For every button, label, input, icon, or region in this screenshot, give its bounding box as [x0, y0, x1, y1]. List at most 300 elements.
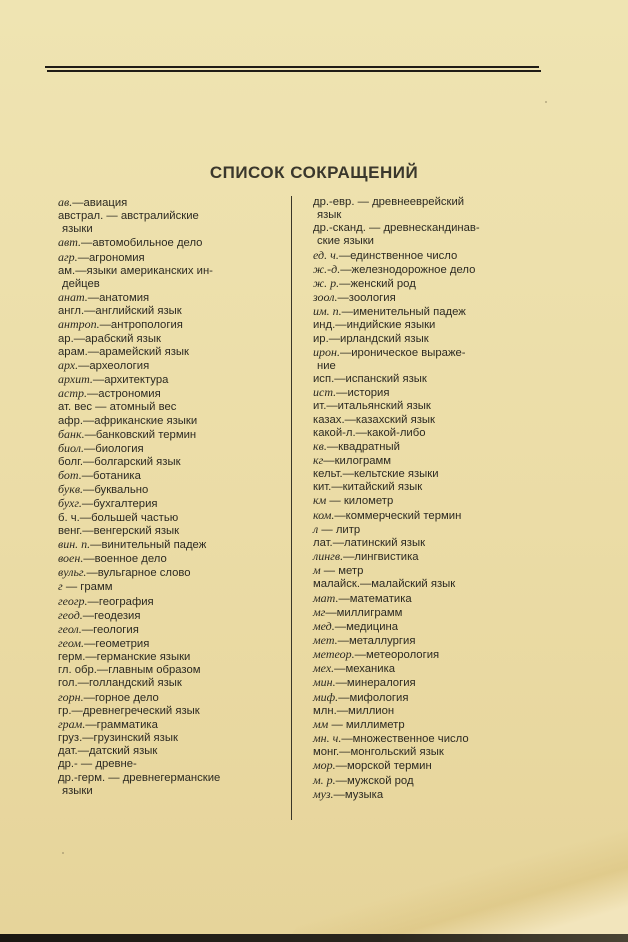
em-dash-separator: —	[339, 346, 352, 359]
definition: банковский термин	[95, 428, 197, 441]
em-dash-separator: —	[354, 649, 366, 662]
abbreviation-entry	[58, 236, 294, 250]
abbreviation: ком.	[313, 507, 335, 522]
em-dash-separator: —	[335, 677, 347, 690]
abbreviation-entry	[313, 494, 545, 508]
abbreviation: мор.	[313, 758, 336, 773]
abbreviation-entry	[313, 634, 545, 648]
abbreviation-entry	[313, 481, 545, 494]
abbreviation: др.-сканд.	[313, 222, 366, 235]
abbreviation-entry	[313, 774, 545, 788]
em-dash-separator: —	[83, 691, 95, 704]
definition: австралийские	[120, 210, 199, 223]
definition-continuation: языки	[62, 784, 93, 797]
abbreviation: ир.	[313, 332, 329, 345]
abbreviation: ат. вес	[58, 401, 93, 414]
em-dash-separator: —	[320, 565, 339, 578]
abbreviation-entry	[58, 333, 294, 346]
definition: лингвистика	[354, 551, 419, 564]
em-dash-separator: —	[365, 222, 384, 235]
paper-speck	[62, 852, 64, 854]
abbreviation-entry	[313, 373, 545, 386]
abbreviation: ар.	[58, 332, 74, 345]
abbreviation-entry	[313, 333, 545, 346]
definition: грамматика	[96, 718, 158, 731]
abbreviation-entry	[313, 346, 545, 373]
em-dash-separator: —	[72, 197, 84, 209]
definition: малайский язык	[371, 578, 456, 591]
abbreviation: мн. ч.	[313, 731, 342, 746]
abbreviation: дат.	[58, 745, 78, 758]
abbreviation: исп.	[313, 373, 335, 386]
em-dash-separator: —	[82, 524, 94, 537]
definition: геодезия	[94, 609, 141, 622]
definition: германские языки	[96, 651, 191, 664]
abbreviation-entry	[313, 620, 545, 634]
page-title: СПИСОК СОКРАЩЕНИЙ	[209, 163, 419, 182]
definition: железнодорожное дело	[351, 263, 476, 276]
definition: археология	[89, 359, 150, 372]
em-dash-separator: —	[354, 196, 373, 208]
abbreviation: миф.	[313, 689, 339, 704]
definition: большей частью	[91, 511, 179, 524]
abbreviation-entry	[58, 251, 294, 265]
em-dash-separator: —	[83, 442, 96, 455]
em-dash-separator: —	[81, 237, 93, 250]
abbreviation: ж.-д.	[313, 261, 341, 276]
em-dash-separator: —	[77, 251, 89, 264]
abbreviation: геод.	[58, 607, 83, 622]
definition: география	[98, 595, 154, 608]
em-dash-separator: —	[336, 387, 348, 400]
abbreviation: анат.	[58, 290, 88, 305]
abbreviation-entry	[58, 318, 294, 332]
abbreviation: агр.	[58, 249, 78, 264]
abbreviation: др.-герм.	[58, 771, 106, 784]
abbreviation: ит.	[313, 400, 327, 413]
abbreviation-entry	[58, 401, 294, 414]
definition: миллион	[348, 704, 395, 717]
definition: языки американских ин-	[86, 264, 213, 277]
abbreviation-entry	[58, 387, 294, 401]
abbreviation: др.-	[58, 758, 78, 771]
abbreviation: казах.	[313, 413, 345, 426]
abbreviation-entry	[58, 580, 294, 594]
abbreviation: англ.	[58, 305, 85, 318]
em-dash-separator: —	[323, 454, 335, 467]
definition: автомобильное дело	[92, 237, 203, 250]
em-dash-separator: —	[82, 609, 95, 622]
em-dash-separator: —	[77, 758, 96, 771]
abbreviation-entry	[313, 578, 545, 591]
abbreviation: архит.	[58, 372, 93, 387]
abbreviation-entry	[58, 428, 294, 442]
definition: история	[347, 387, 390, 400]
definition: анатомия	[99, 292, 150, 305]
abbreviation-entry	[313, 440, 545, 454]
rule-line	[45, 66, 539, 68]
em-dash-separator: —	[79, 511, 92, 524]
em-dash-separator: —	[331, 481, 343, 494]
abbreviation-entry	[58, 637, 294, 651]
definition: коммерческий термин	[345, 509, 462, 522]
abbreviations-left-column	[58, 196, 294, 798]
abbreviation-entry	[313, 305, 545, 319]
abbreviation: кв.	[313, 438, 327, 453]
abbreviation-entry	[58, 651, 294, 664]
definition: болгарский язык	[94, 455, 181, 468]
abbreviation: банк.	[58, 426, 85, 441]
abbreviation: какой-л.	[313, 426, 356, 439]
definition: мифология	[349, 691, 409, 704]
definition: какой-либо	[366, 426, 426, 439]
em-dash-separator: —	[83, 553, 95, 566]
abbreviation: австрал.	[58, 210, 104, 223]
definition: датский язык	[88, 745, 158, 758]
definition: латинский язык	[343, 536, 426, 549]
abbreviation-entry	[313, 606, 545, 620]
definition-continuation: дейцев	[62, 277, 100, 290]
em-dash-separator: —	[87, 595, 99, 608]
definition: мужской род	[346, 774, 414, 787]
definition: агрономия	[88, 251, 145, 264]
abbreviation: грам.	[58, 716, 86, 731]
abbreviation: вин. п.	[58, 536, 91, 551]
abbreviation: ж. р.	[313, 275, 340, 290]
em-dash-separator: —	[342, 468, 354, 481]
abbreviation: вульг.	[58, 565, 87, 580]
definition: голландский язык	[88, 677, 182, 690]
definition: арамейский язык	[99, 345, 189, 358]
abbreviation-entry	[313, 759, 545, 773]
abbreviation: афр.	[58, 414, 83, 427]
em-dash-separator: —	[81, 623, 94, 636]
em-dash-separator: —	[355, 426, 367, 439]
definition: испанский язык	[345, 373, 427, 386]
abbreviation-entry	[313, 468, 545, 481]
definition: древнегреческий язык	[82, 704, 200, 717]
em-dash-separator: —	[335, 774, 347, 787]
definition: единственное число	[350, 249, 458, 262]
abbreviation-entry	[58, 552, 294, 566]
abbreviation: бот.	[58, 468, 82, 483]
abbreviation: ирон.	[313, 344, 340, 359]
abbreviation: геол.	[58, 621, 82, 636]
abbreviation: б. ч.	[58, 511, 80, 524]
abbreviation-entry	[58, 442, 294, 456]
definition: математика	[349, 592, 412, 605]
definition: винительный падеж	[101, 538, 207, 551]
definition: геология	[93, 623, 139, 636]
abbreviation: мг	[313, 604, 326, 619]
em-dash-separator: —	[343, 551, 355, 564]
abbreviation-entry	[313, 662, 545, 676]
abbreviation-entry	[58, 595, 294, 609]
em-dash-separator: —	[87, 388, 99, 401]
abbreviation-entry	[313, 732, 545, 746]
page-curl-shadow	[286, 822, 628, 942]
definition: горное дело	[94, 691, 159, 704]
abbreviation-entry	[313, 386, 545, 400]
abbreviation-entry	[58, 538, 294, 552]
em-dash-separator: —	[341, 733, 353, 746]
em-dash-separator: —	[105, 771, 123, 784]
abbreviation-entry	[58, 691, 294, 705]
abbreviation-entry	[313, 718, 545, 732]
em-dash-separator: —	[90, 538, 102, 551]
definition: музыка	[344, 788, 384, 801]
definition: буквально	[94, 484, 149, 497]
definition: главным образом	[108, 664, 201, 677]
abbreviation-entry	[313, 319, 545, 332]
em-dash-separator: —	[81, 470, 93, 483]
em-dash-separator: —	[341, 306, 353, 319]
em-dash-separator: —	[78, 359, 90, 372]
definition: метр	[338, 565, 364, 578]
abbreviation-entry	[58, 291, 294, 305]
abbreviation-entry	[58, 525, 294, 538]
abbreviation: ам.	[58, 264, 76, 277]
em-dash-separator: —	[103, 210, 121, 223]
abbreviation: др.-евр.	[313, 196, 355, 208]
bottom-edge-shadow	[0, 934, 628, 942]
abbreviation: зоол.	[313, 290, 338, 305]
em-dash-separator: —	[332, 536, 344, 549]
abbreviation-entry	[58, 745, 294, 758]
abbreviation-entry	[313, 523, 545, 537]
abbreviation-entry	[313, 427, 545, 440]
definition: индийские языки	[346, 319, 436, 332]
abbreviation: арх.	[58, 357, 79, 372]
abbreviation: мех.	[313, 661, 335, 676]
abbreviation: ед. ч.	[313, 247, 339, 262]
em-dash-separator: —	[99, 319, 111, 332]
abbreviation-entry	[313, 277, 545, 291]
abbreviation-entry	[58, 705, 294, 718]
em-dash-separator: —	[81, 498, 94, 511]
definition: архитектура	[104, 374, 169, 387]
definition: минералогия	[346, 677, 416, 690]
abbreviation-entry	[313, 648, 545, 662]
abbreviation: ав.	[58, 195, 73, 209]
abbreviation-entry	[313, 196, 545, 222]
abbreviations-right-column	[313, 196, 545, 802]
abbreviation: мин.	[313, 675, 336, 690]
em-dash-separator: —	[359, 578, 372, 591]
abbreviation: мат.	[313, 590, 339, 605]
definition-continuation: язык	[317, 209, 342, 222]
abbreviation: антроп.	[58, 317, 100, 332]
abbreviation-entry	[58, 664, 294, 677]
definition: военное дело	[94, 553, 167, 566]
abbreviation-entry	[58, 772, 294, 798]
em-dash-separator: —	[334, 373, 346, 386]
definition: вульгарное слово	[97, 567, 191, 580]
definition: ботаника	[93, 470, 141, 483]
definition: древнескандинав-	[383, 222, 480, 235]
em-dash-separator: —	[92, 401, 110, 414]
abbreviation: муз.	[313, 786, 334, 801]
abbreviation: лингв.	[313, 549, 344, 564]
abbreviation: авт.	[58, 235, 82, 250]
em-dash-separator: —	[87, 292, 100, 305]
definition: кельтские языки	[353, 468, 439, 481]
abbreviation-entry	[313, 788, 545, 802]
em-dash-separator: —	[96, 664, 109, 677]
definition: металлургия	[348, 635, 416, 647]
definition: древнегерманские	[122, 771, 221, 784]
abbreviation-entry	[58, 732, 294, 745]
abbreviation: ист.	[313, 385, 337, 400]
abbreviation-entry	[313, 222, 545, 248]
abbreviation: малайск.	[313, 578, 360, 591]
abbreviation-entry	[313, 537, 545, 550]
abbreviation-entry	[58, 456, 294, 469]
em-dash-separator: —	[335, 760, 347, 773]
abbreviation: гр.	[58, 704, 72, 717]
abbreviation-entry	[58, 483, 294, 497]
abbreviation-entry	[58, 609, 294, 623]
abbreviation-entry	[58, 469, 294, 483]
definition: африканские языки	[94, 414, 198, 427]
definition: биология	[95, 442, 144, 455]
definition: авиация	[83, 197, 128, 209]
abbreviation: г	[58, 579, 63, 594]
abbreviation-entry	[58, 718, 294, 732]
definition: килограмм	[334, 454, 392, 467]
em-dash-separator: —	[62, 581, 81, 594]
abbreviation-entry	[313, 249, 545, 263]
abbreviation: мед.	[313, 618, 335, 633]
em-dash-separator: —	[340, 263, 352, 276]
definition: километр	[343, 495, 394, 508]
abbreviation: геом.	[58, 636, 85, 650]
abbreviation: метеор.	[313, 647, 355, 662]
abbreviation: м	[313, 563, 321, 578]
abbreviation-entry	[58, 346, 294, 359]
abbreviation-entry	[313, 263, 545, 277]
abbreviation-entry	[313, 400, 545, 413]
em-dash-separator: —	[82, 732, 94, 745]
abbreviation-entry	[58, 758, 294, 771]
em-dash-separator: —	[77, 677, 89, 690]
abbreviation: гл. обр.	[58, 664, 97, 677]
abbreviation-entry	[58, 265, 294, 291]
definition: женский род	[350, 277, 416, 290]
abbreviation-entry	[313, 746, 545, 759]
abbreviation-entry	[313, 454, 545, 468]
definition: английский язык	[95, 305, 182, 318]
abbreviation-entry	[58, 623, 294, 637]
em-dash-separator: —	[335, 319, 347, 332]
abbreviation-entry	[313, 691, 545, 705]
abbreviation: астр.	[58, 386, 87, 401]
abbreviation: герм.	[58, 651, 86, 664]
em-dash-separator: —	[338, 249, 351, 262]
paper-speck	[545, 101, 547, 103]
abbreviation: млн.	[313, 704, 337, 717]
em-dash-separator: —	[83, 484, 95, 497]
abbreviation: букв.	[58, 482, 84, 497]
definition: миллиграмм	[336, 606, 403, 619]
abbreviation: болг.	[58, 455, 83, 468]
abbreviation-entry	[313, 291, 545, 305]
em-dash-separator: —	[333, 788, 345, 801]
definition: зоология	[348, 292, 396, 305]
em-dash-separator: —	[84, 428, 96, 441]
em-dash-separator: —	[82, 455, 95, 468]
abbreviation-entry	[58, 497, 294, 511]
abbreviation-entry	[58, 415, 294, 428]
abbreviation-entry	[313, 564, 545, 578]
definition: арабский язык	[85, 332, 161, 345]
abbreviation-entry	[313, 676, 545, 690]
abbreviation: мет.	[313, 633, 338, 647]
abbreviation: инд.	[313, 319, 336, 332]
em-dash-separator: —	[71, 704, 83, 717]
abbreviation: арам.	[58, 345, 88, 358]
em-dash-separator: —	[328, 718, 346, 731]
definition: грамм	[80, 581, 113, 594]
em-dash-separator: —	[344, 413, 356, 426]
definition: древне-	[95, 758, 137, 771]
definition-continuation: языки	[62, 223, 93, 236]
definition: миллиметр	[345, 718, 405, 731]
definition: литр	[335, 523, 361, 536]
em-dash-separator: —	[338, 592, 350, 605]
abbreviation: кг	[313, 452, 324, 467]
em-dash-separator: —	[326, 440, 339, 453]
em-dash-separator: —	[86, 567, 98, 580]
em-dash-separator: —	[337, 635, 349, 647]
abbreviation: монг.	[313, 746, 340, 759]
em-dash-separator: —	[336, 704, 349, 717]
abbreviation-entry	[58, 677, 294, 690]
em-dash-separator: —	[85, 718, 97, 731]
em-dash-separator: —	[328, 332, 341, 345]
em-dash-separator: —	[84, 305, 96, 318]
abbreviation: горн.	[58, 689, 84, 704]
definition: итальянский язык	[337, 400, 431, 413]
definition: метеорология	[365, 649, 440, 662]
definition: морской термин	[346, 760, 432, 773]
definition: бухгалтерия	[93, 498, 158, 511]
em-dash-separator: —	[334, 663, 346, 676]
abbreviation: воен.	[58, 551, 84, 566]
definition: древнееврейский	[372, 196, 465, 208]
abbreviation: кельт.	[313, 468, 343, 481]
abbreviation: кит.	[313, 481, 332, 494]
em-dash-separator: —	[92, 374, 105, 387]
abbreviation: им. п.	[313, 304, 342, 319]
em-dash-separator: —	[87, 345, 100, 358]
em-dash-separator: —	[339, 746, 351, 759]
definition: множественное число	[352, 733, 469, 746]
em-dash-separator: —	[326, 495, 344, 508]
definition: грузинский язык	[93, 732, 178, 745]
em-dash-separator: —	[73, 332, 86, 345]
abbreviation-entry	[313, 550, 545, 564]
abbreviation: мм	[313, 716, 329, 731]
em-dash-separator: —	[83, 414, 95, 427]
em-dash-separator: —	[77, 745, 89, 758]
definition: атомный вес	[109, 401, 177, 414]
abbreviation-entry	[58, 512, 294, 525]
abbreviation: км	[313, 493, 327, 508]
abbreviation-entry	[58, 359, 294, 373]
abbreviation: бухг.	[58, 496, 82, 511]
definition: казахский язык	[355, 413, 435, 426]
